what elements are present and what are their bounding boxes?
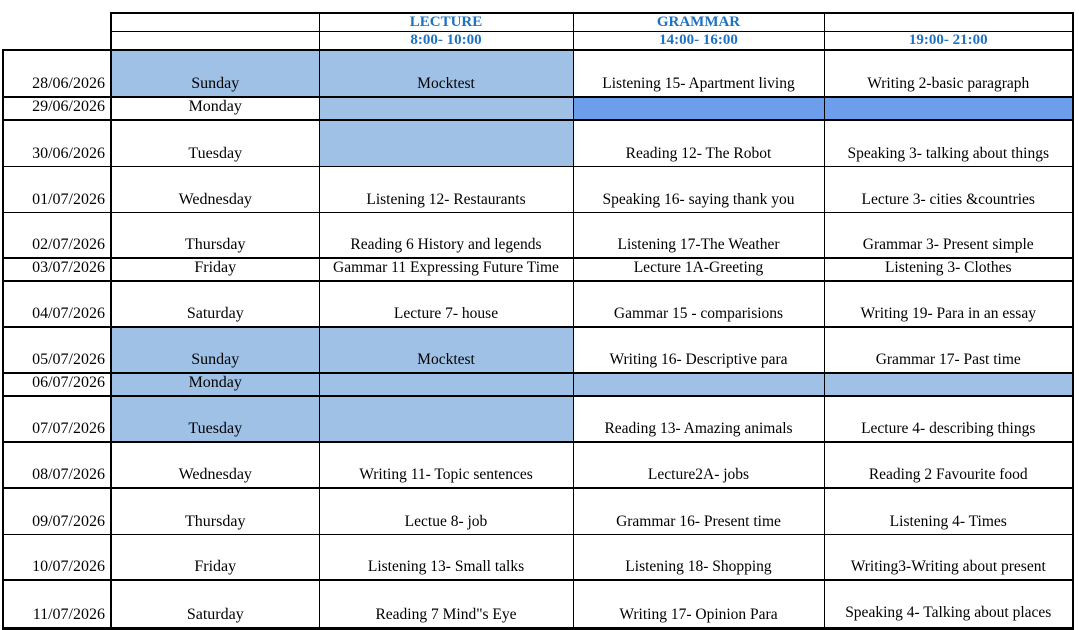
day-cell[interactable]: Sunday	[111, 50, 319, 97]
day-cell[interactable]: Thursday	[111, 488, 319, 534]
day-cell[interactable]: Tuesday	[111, 120, 319, 166]
day-cell[interactable]: Saturday	[111, 580, 319, 628]
schedule-row	[3, 442, 1073, 488]
grammar-cell[interactable]: Reading 12- The Robot	[573, 120, 824, 166]
date-cell[interactable]: 07/07/2026	[3, 396, 111, 442]
lecture-cell[interactable]	[319, 120, 573, 166]
day-cell[interactable]: Monday	[111, 97, 319, 120]
day-cell[interactable]: Wednesday	[111, 442, 319, 488]
schedule-row	[3, 120, 1073, 166]
lecture-cell[interactable]: Mocktest	[319, 50, 573, 97]
lecture-cell[interactable]	[319, 373, 573, 396]
grammar-cell[interactable]: Listening 18- Shopping	[573, 534, 824, 580]
schedule-sheet	[2, 12, 1074, 630]
day-cell[interactable]: Wednesday	[111, 166, 319, 212]
day-cell[interactable]: Sunday	[111, 327, 319, 373]
evening-cell[interactable]: Reading 2 Favourite food	[824, 442, 1073, 488]
grammar-column-title[interactable]: GRAMMAR	[573, 13, 824, 32]
date-cell[interactable]: 30/06/2026	[3, 120, 111, 166]
date-cell[interactable]: 08/07/2026	[3, 442, 111, 488]
evening-cell[interactable]: Writing3-Writing about present	[824, 534, 1073, 580]
grammar-cell[interactable]: Writing 16- Descriptive para	[573, 327, 824, 373]
evening-column-title[interactable]	[824, 13, 1073, 32]
grammar-cell[interactable]: Listening 17-The Weather	[573, 212, 824, 258]
lecture-time-header[interactable]: 8:00- 10:00	[319, 32, 573, 51]
evening-cell[interactable]: Grammar 3- Present simple	[824, 212, 1073, 258]
grammar-cell[interactable]: Reading 13- Amazing animals	[573, 396, 824, 442]
schedule-row	[3, 166, 1073, 212]
lecture-cell[interactable]: Reading 6 History and legends	[319, 212, 573, 258]
grammar-cell[interactable]: Lecture 1A-Greeting	[573, 258, 824, 281]
date-cell[interactable]: 05/07/2026	[3, 327, 111, 373]
schedule-row	[3, 396, 1073, 442]
day-column-subtitle[interactable]	[111, 32, 319, 51]
day-cell[interactable]: Tuesday	[111, 396, 319, 442]
evening-cell[interactable]: Listening 4- Times	[824, 488, 1073, 534]
evening-cell[interactable]: Writing 19- Para in an essay	[824, 281, 1073, 327]
date-cell[interactable]: 09/07/2026	[3, 488, 111, 534]
lecture-column-title[interactable]: LECTURE	[319, 13, 573, 32]
evening-cell[interactable]	[824, 373, 1073, 396]
evening-cell[interactable]: Listening 3- Clothes	[824, 258, 1073, 281]
date-cell[interactable]: 04/07/2026	[3, 281, 111, 327]
lecture-cell[interactable]	[319, 97, 573, 120]
date-cell[interactable]: 01/07/2026	[3, 166, 111, 212]
evening-time-header[interactable]: 19:00- 21:00	[824, 32, 1073, 51]
date-cell[interactable]: 29/06/2026	[3, 97, 111, 120]
day-cell[interactable]: Monday	[111, 373, 319, 396]
schedule-row	[3, 212, 1073, 258]
date-cell[interactable]: 06/07/2026	[3, 373, 111, 396]
grammar-cell[interactable]	[573, 97, 824, 120]
grammar-cell[interactable]: Lecture2A- jobs	[573, 442, 824, 488]
schedule-row	[3, 258, 1073, 281]
header-corner-blank	[3, 13, 111, 32]
evening-cell[interactable]: Writing 2-basic paragraph	[824, 50, 1073, 97]
date-cell[interactable]: 11/07/2026	[3, 580, 111, 628]
lecture-cell[interactable]: Mocktest	[319, 327, 573, 373]
schedule-row	[3, 580, 1073, 628]
lecture-cell[interactable]: Listening 13- Small talks	[319, 534, 573, 580]
grammar-cell[interactable]: Speaking 16- saying thank you	[573, 166, 824, 212]
day-cell[interactable]: Saturday	[111, 281, 319, 327]
header-corner-blank	[3, 32, 111, 51]
grammar-cell[interactable]: Grammar 16- Present time	[573, 488, 824, 534]
lecture-cell[interactable]	[319, 396, 573, 442]
lecture-cell[interactable]: Gammar 11 Expressing Future Time	[319, 258, 573, 281]
evening-cell[interactable]: Speaking 4- Talking about places	[824, 580, 1073, 628]
lecture-cell[interactable]: Lectue 8- job	[319, 488, 573, 534]
grammar-cell[interactable]: Writing 17- Opinion Para	[573, 580, 824, 628]
grammar-cell[interactable]	[573, 373, 824, 396]
date-cell[interactable]: 02/07/2026	[3, 212, 111, 258]
schedule-row	[3, 327, 1073, 373]
schedule-row	[3, 488, 1073, 534]
evening-cell[interactable]: Grammar 17- Past time	[824, 327, 1073, 373]
schedule-row	[3, 50, 1073, 97]
day-cell[interactable]: Thursday	[111, 212, 319, 258]
schedule-row	[3, 281, 1073, 327]
schedule-row	[3, 373, 1073, 396]
evening-cell[interactable]: Lecture 3- cities &countries	[824, 166, 1073, 212]
evening-cell[interactable]: Speaking 3- talking about things	[824, 120, 1073, 166]
grammar-cell[interactable]: Listening 15- Apartment living	[573, 50, 824, 97]
lecture-cell[interactable]: Listening 12- Restaurants	[319, 166, 573, 212]
date-cell[interactable]: 28/06/2026	[3, 50, 111, 97]
evening-cell[interactable]	[824, 97, 1073, 120]
date-cell[interactable]: 03/07/2026	[3, 258, 111, 281]
date-cell[interactable]: 10/07/2026	[3, 534, 111, 580]
evening-cell[interactable]: Lecture 4- describing things	[824, 396, 1073, 442]
schedule-row	[3, 97, 1073, 120]
timetable	[2, 12, 1074, 630]
day-column-title[interactable]	[111, 13, 319, 32]
day-cell[interactable]: Friday	[111, 534, 319, 580]
grammar-time-header[interactable]: 14:00- 16:00	[573, 32, 824, 51]
day-cell[interactable]: Friday	[111, 258, 319, 281]
grammar-cell[interactable]: Gammar 15 - comparisions	[573, 281, 824, 327]
lecture-cell[interactable]: Reading 7 Mind"s Eye	[319, 580, 573, 628]
lecture-cell[interactable]: Lecture 7- house	[319, 281, 573, 327]
lecture-cell[interactable]: Writing 11- Topic sentences	[319, 442, 573, 488]
schedule-row	[3, 534, 1073, 580]
